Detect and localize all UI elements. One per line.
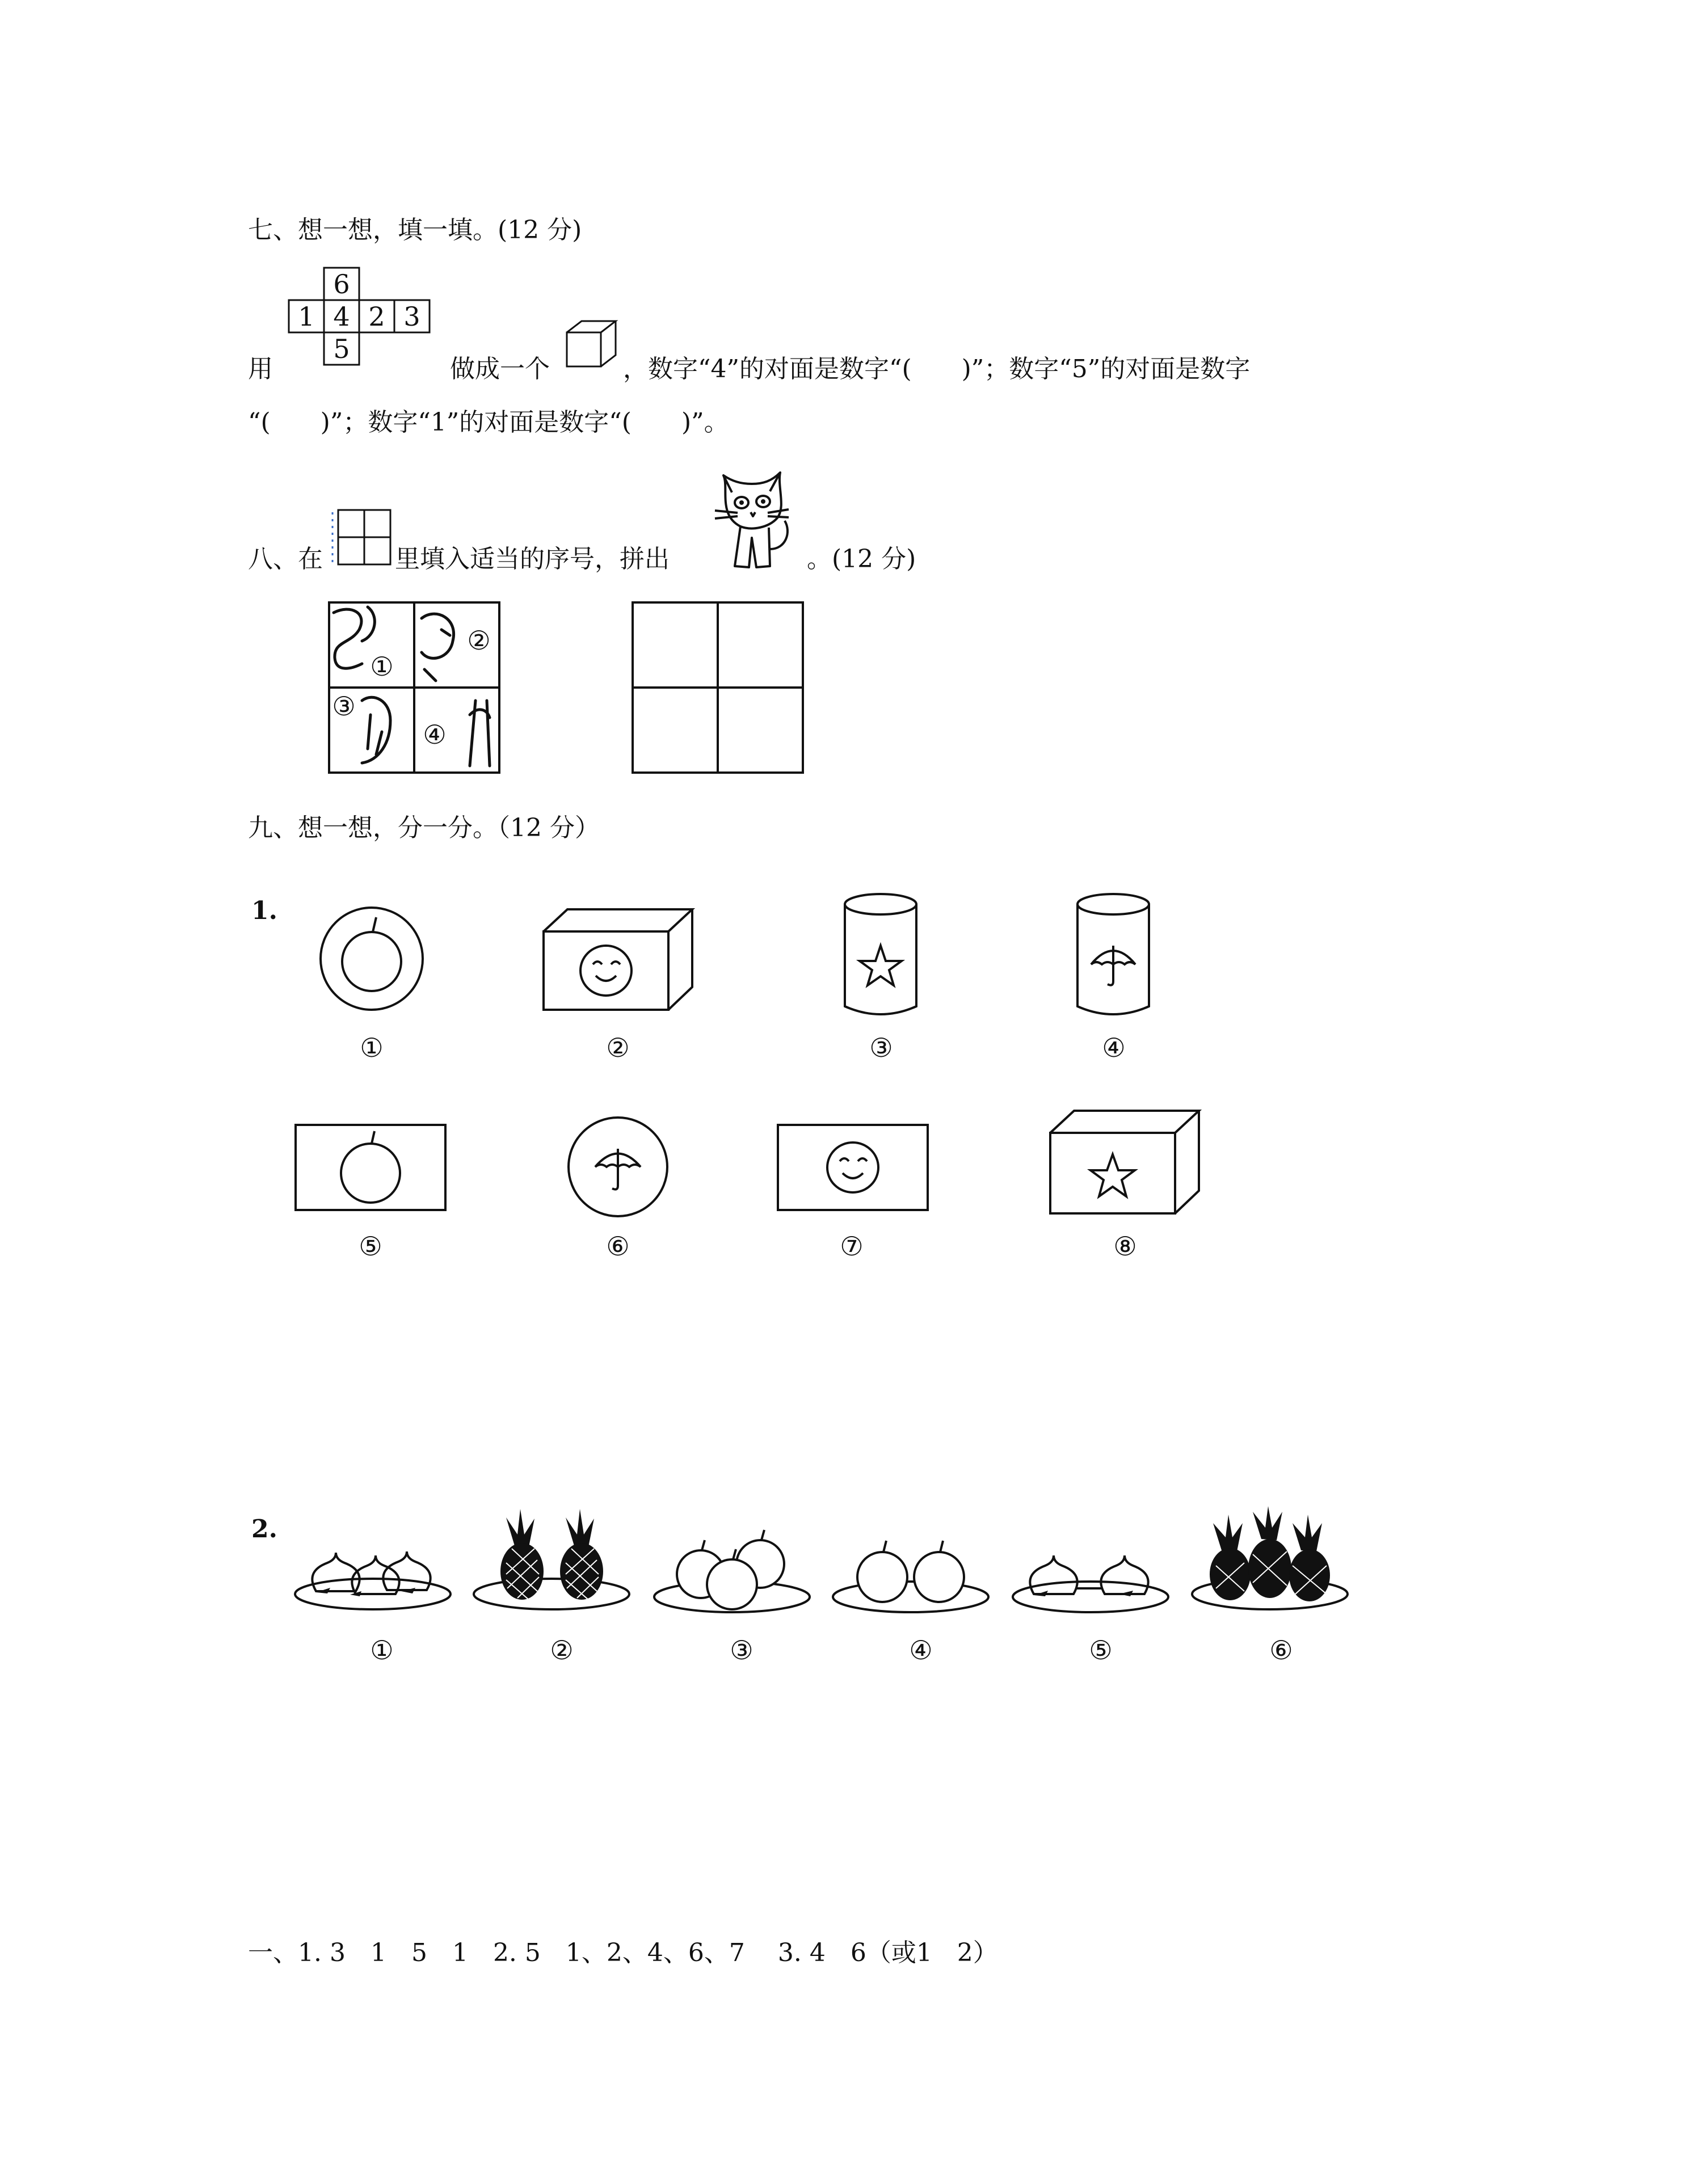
answer-grid[interactable] [632,601,805,775]
q1-label-1: ① [360,1032,384,1063]
can-umbrella-shape [1075,892,1152,1019]
q1-label-8: ⑧ [1113,1231,1137,1262]
q1-label-6: ⑥ [606,1231,630,1262]
q1-label: 1. [251,896,277,925]
plate-peaches-2 [1011,1532,1170,1617]
net-cell-2: 2 [368,301,385,332]
can-star-shape [843,892,919,1019]
rect-apple-shape [294,1123,447,1215]
q1-label-3: ③ [869,1032,893,1063]
plate-peaches-3 [293,1529,452,1614]
q2-label-5: ⑤ [1089,1635,1113,1666]
answers-line: 一、1. 3 1 5 1 2. 5 1、2、4、6、7 3. 4 6（或1 2） [248,1938,998,1967]
box-star-shape [1049,1109,1202,1217]
section7-line1-prefix: 用 [248,355,273,383]
rect-smile-shape [776,1123,929,1215]
q2-label-2: ② [550,1635,574,1666]
section8-heading-mid: 里填入适当的序号，拼出 [395,545,670,574]
section7-heading: 七、想一想，填一填。(12 分) [248,216,582,244]
plate-pineapples-2 [472,1506,631,1614]
net-cell-1: 1 [298,301,315,332]
piece-label-3: ③ [332,691,356,722]
section7-line2: “( )”；数字“1”的对面是数字“( )”。 [248,408,729,437]
q1-label-4: ④ [1102,1032,1126,1063]
q2-label-6: ⑥ [1269,1635,1293,1666]
section8-heading-prefix: 八、在 [248,545,323,574]
q2-label-3: ③ [730,1635,754,1666]
plate-apples-2 [831,1532,990,1617]
net-cell-4: 4 [333,301,350,332]
cube-net [287,267,440,369]
section8-heading-suffix: 。(12 分) [807,545,916,574]
q2-label-4: ④ [909,1635,933,1666]
q1-label-7: ⑦ [840,1231,864,1262]
grid-2x2-icon [330,508,394,570]
plate-apples-3 [653,1529,811,1617]
net-cell-3: 3 [403,301,420,332]
q2-label-1: ① [370,1635,394,1666]
section7-line1-mid: 做成一个 [450,355,550,383]
section9-heading: 九、想一想，分一分。（12 分） [248,813,600,842]
puzzle-pieces [328,601,502,775]
plate-pineapples-3 [1190,1506,1349,1614]
q2-label: 2. [251,1515,277,1544]
q1-label-2: ② [606,1032,630,1063]
piece-label-1: ① [370,651,394,682]
net-cell-5: 5 [333,334,350,364]
section7-line1-suffix: ，数字“4”的对面是数字“( )”；数字“5”的对面是数字 [623,355,1251,383]
circle-umbrella-shape [566,1115,671,1220]
q1-label-5: ⑤ [359,1231,382,1262]
box-smile-shape [542,908,695,1013]
piece-label-2: ② [467,625,491,656]
cube-icon [565,319,621,376]
plate-apple-shape [318,905,426,1013]
piece-label-4: ④ [423,719,447,750]
net-cell-6: 6 [333,269,350,300]
cat-icon [706,464,797,572]
